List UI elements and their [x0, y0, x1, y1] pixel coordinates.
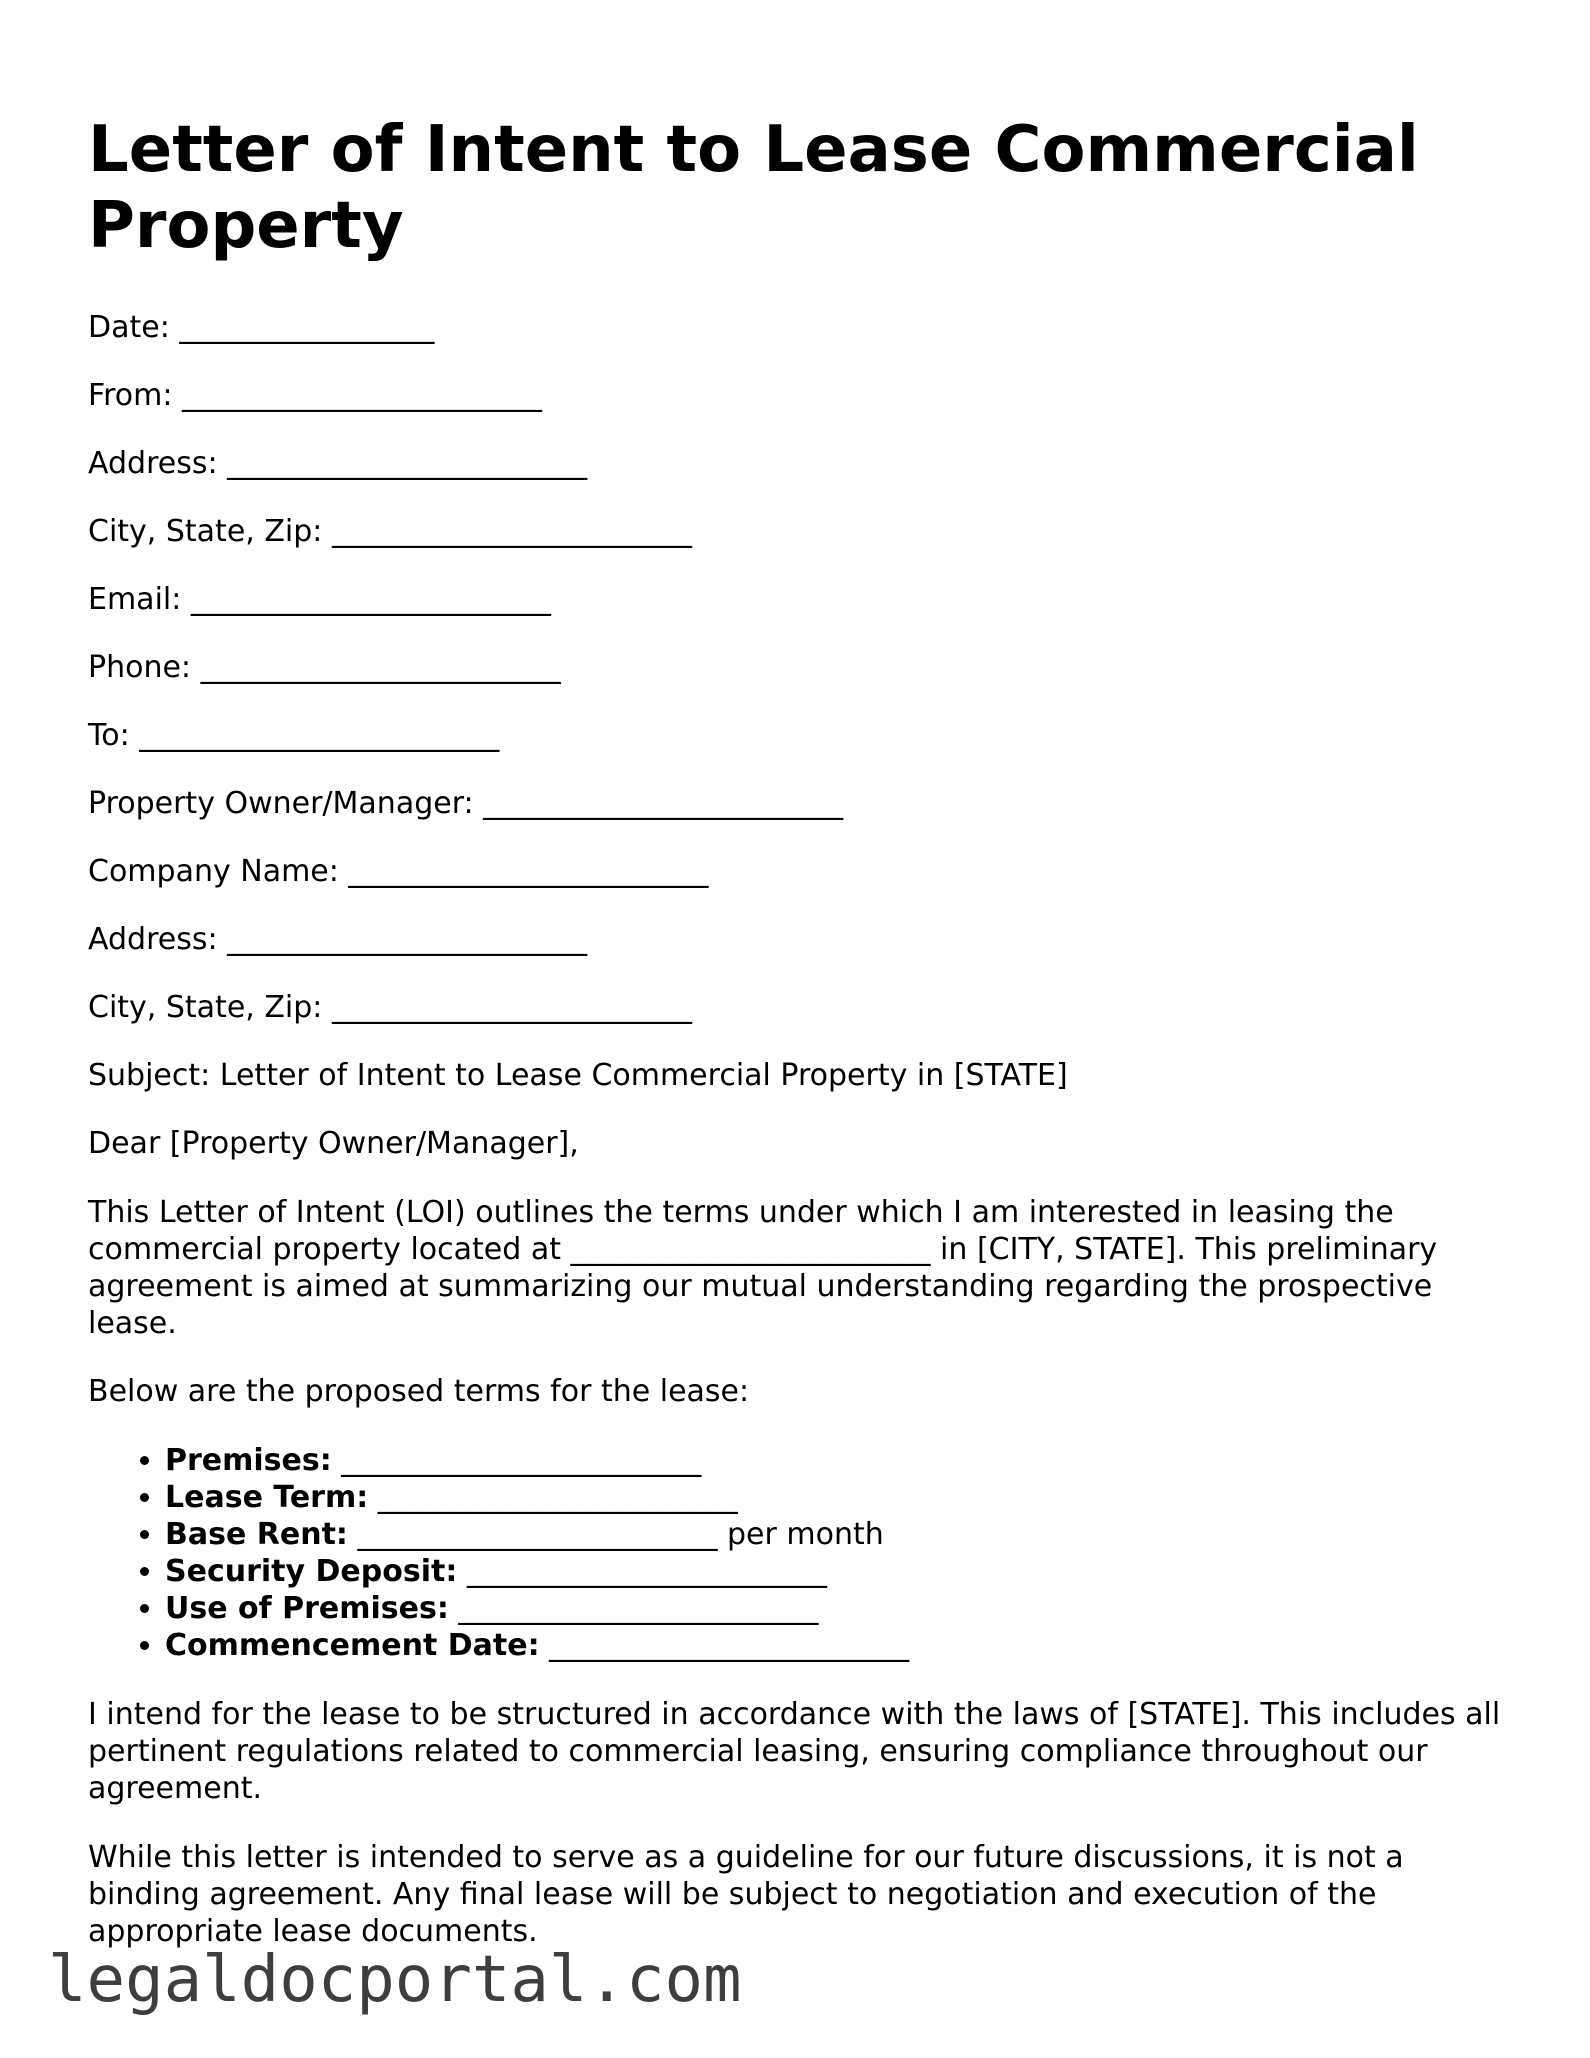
term-suffix: per month	[727, 1517, 884, 1552]
field-to	[88, 718, 1508, 786]
term-blank: ________________________	[549, 1628, 910, 1663]
list-item	[165, 1553, 1508, 1590]
field-label: Company Name:	[88, 854, 339, 889]
term-blank: ________________________	[341, 1443, 702, 1478]
field-blank: ________________________	[483, 786, 844, 821]
field-label: Address:	[88, 922, 218, 957]
field-blank: ________________________	[227, 446, 588, 481]
law-paragraph: I intend for the lease to be structured in accordance with the laws of [STATE]. This includes all pertinent regulations related to commercial leasing, ensuring compliance throughout our agreement.	[88, 1697, 1501, 1806]
field-label: City, State, Zip:	[88, 990, 323, 1025]
field-label: Email:	[88, 582, 182, 617]
field-label: City, State, Zip:	[88, 514, 323, 549]
salutation: Dear [Property Owner/Manager],	[88, 1126, 579, 1161]
term-blank: ________________________	[377, 1480, 738, 1515]
field-blank: ________________________	[139, 718, 500, 753]
nonbinding-paragraph: While this letter is intended to serve as a guideline for our future discussions, it is not a binding agreement. Any final lease will be subject to negotiation and execution of the appropriate lease documents.	[88, 1840, 1404, 1949]
field-sender-address	[88, 446, 1508, 514]
terms-intro: Below are the proposed terms for the lease:	[88, 1374, 750, 1409]
field-from	[88, 378, 1508, 446]
field-sender-city-state-zip	[88, 514, 1508, 582]
field-label: Date:	[88, 310, 170, 345]
watermark-text: legaldocportal.com	[48, 1943, 742, 2017]
header-fields	[88, 310, 1508, 1058]
field-company-name	[88, 854, 1508, 922]
field-blank: ________________________	[331, 990, 692, 1025]
document-page	[88, 112, 1508, 1982]
list-item	[165, 1627, 1508, 1664]
field-label: To:	[88, 718, 130, 753]
field-blank: ________________________	[227, 922, 588, 957]
field-label: Address:	[88, 446, 218, 481]
document-title: Letter of Intent to Lease Commercial Property	[88, 113, 1419, 263]
field-blank: ________________________	[331, 514, 692, 549]
field-date	[88, 310, 1508, 378]
term-blank: ________________________	[458, 1591, 819, 1626]
list-item	[165, 1516, 1508, 1553]
list-item	[165, 1442, 1508, 1479]
term-label: Commencement Date:	[165, 1628, 540, 1663]
list-item	[165, 1590, 1508, 1627]
field-property-owner	[88, 786, 1508, 854]
term-label: Base Rent:	[165, 1517, 348, 1552]
list-item	[165, 1479, 1508, 1516]
term-blank: ________________________	[357, 1517, 718, 1552]
field-recipient-city-state-zip	[88, 990, 1508, 1058]
subject-line: Subject: Letter of Intent to Lease Commercial Property in [STATE]	[88, 1058, 1068, 1093]
field-label: Phone:	[88, 650, 192, 685]
intro-paragraph: This Letter of Intent (LOI) outlines the terms under which I am interested in leasing the commercial property located at ________________________ in [CITY, STATE]. This preliminary agreement is aimed at summarizing our mutual understanding regarding the prospective lease.	[88, 1195, 1438, 1341]
field-blank: _________________	[179, 310, 435, 345]
term-label: Security Deposit:	[165, 1554, 458, 1589]
field-label: From:	[88, 378, 173, 413]
term-label: Premises:	[165, 1443, 332, 1478]
field-email	[88, 582, 1508, 650]
field-blank: ________________________	[200, 650, 561, 685]
field-blank: ________________________	[190, 582, 551, 617]
terms-list	[88, 1442, 1508, 1664]
field-label: Property Owner/Manager:	[88, 786, 474, 821]
term-label: Use of Premises:	[165, 1591, 449, 1626]
term-label: Lease Term:	[165, 1480, 369, 1515]
field-blank: ________________________	[348, 854, 709, 889]
field-recipient-address	[88, 922, 1508, 990]
field-phone	[88, 650, 1508, 718]
field-blank: ________________________	[181, 378, 542, 413]
term-blank: ________________________	[466, 1554, 827, 1589]
